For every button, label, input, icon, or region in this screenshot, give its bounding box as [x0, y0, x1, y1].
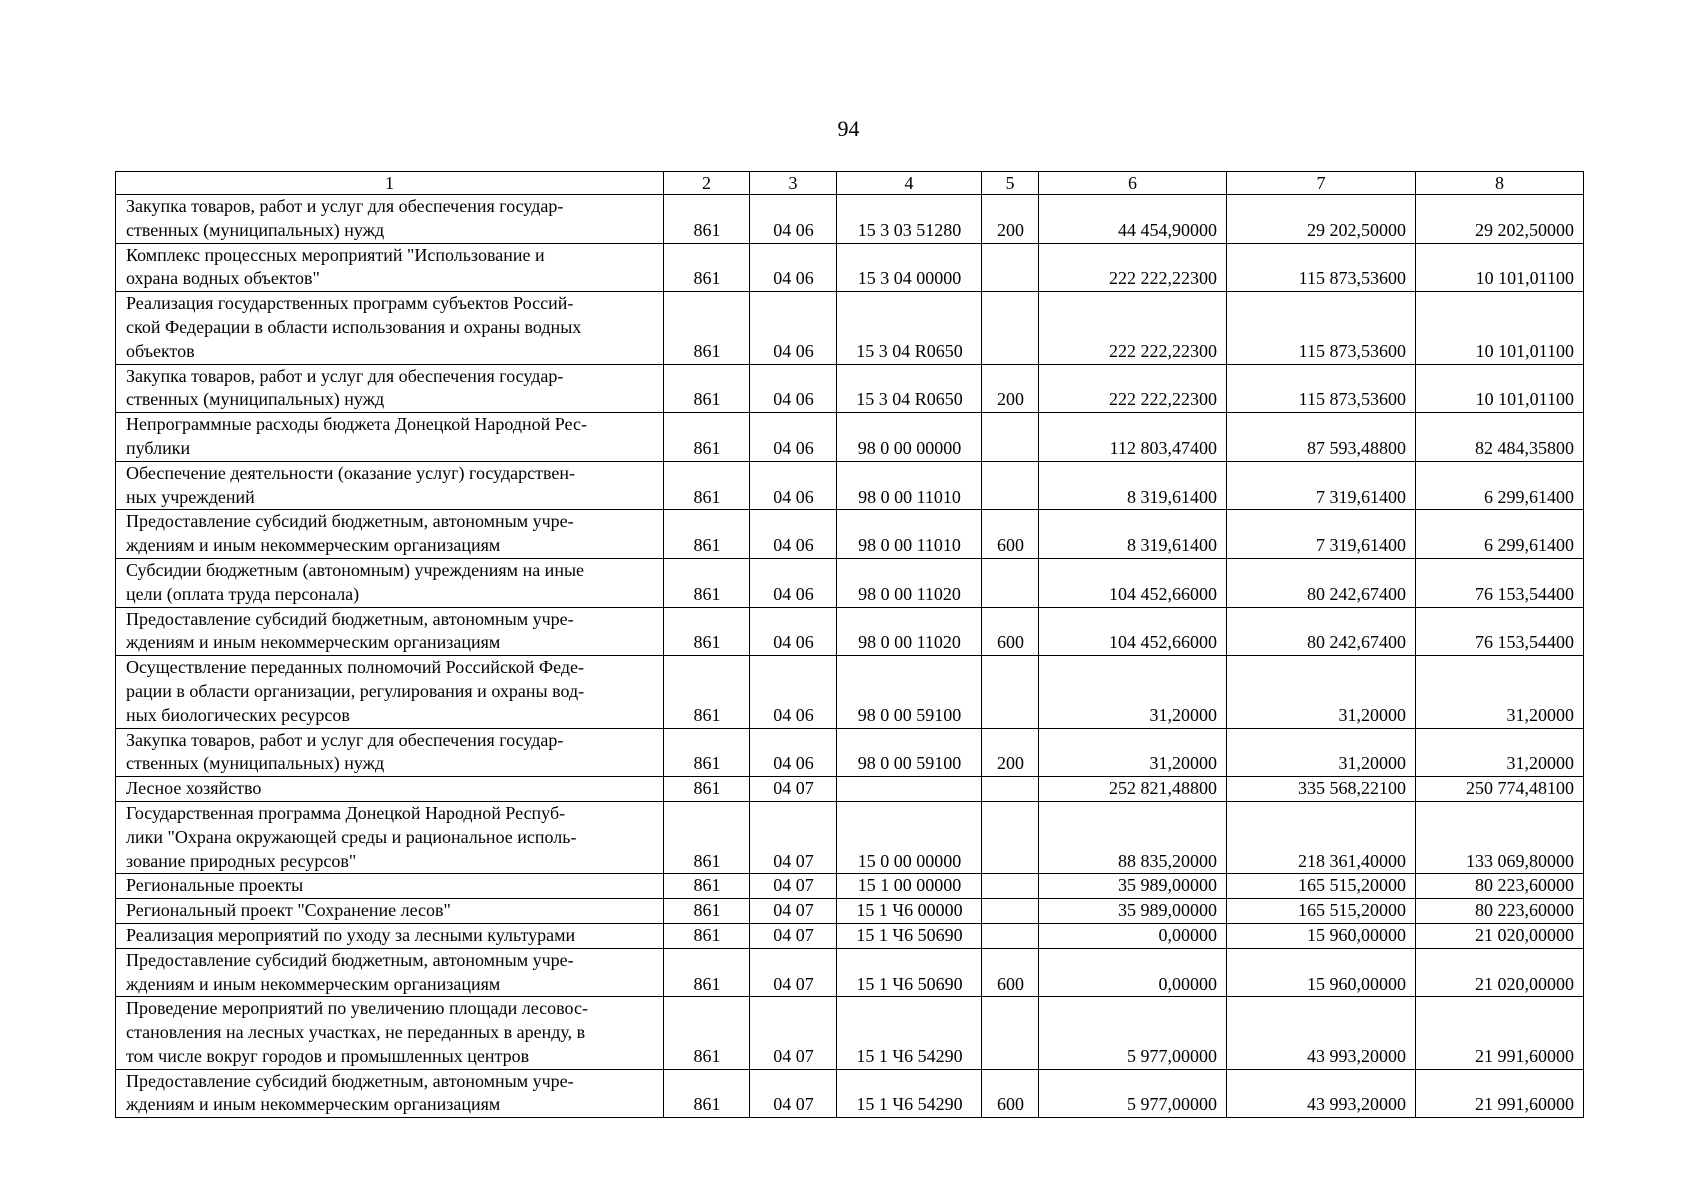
amount-col-7: 43 993,20000: [1227, 997, 1416, 1069]
section-code: 04 06: [750, 728, 837, 777]
column-header: 5: [982, 172, 1039, 195]
table-row: [116, 195, 1584, 244]
section-code: 04 06: [750, 413, 837, 462]
amount-col-8: 21 991,60000: [1416, 1069, 1584, 1118]
row-description: [116, 195, 664, 244]
budget-table: [115, 171, 1584, 1118]
target-article-code: 15 1 Ч6 00000: [837, 899, 982, 924]
amount-col-8: 80 223,60000: [1416, 874, 1584, 899]
section-code: 04 07: [750, 777, 837, 802]
amount-col-8: 21 020,00000: [1416, 948, 1584, 997]
amount-col-7: 80 242,67400: [1227, 607, 1416, 656]
row-description: [116, 923, 664, 948]
chapter-code: 861: [664, 997, 750, 1069]
row-description: [116, 364, 664, 413]
section-code: 04 06: [750, 656, 837, 728]
section-code: 04 06: [750, 243, 837, 292]
expense-type-code: 200: [982, 364, 1039, 413]
amount-col-7: 165 515,20000: [1227, 874, 1416, 899]
amount-col-8: 80 223,60000: [1416, 899, 1584, 924]
amount-col-7: 31,20000: [1227, 656, 1416, 728]
amount-col-6: 104 452,66000: [1039, 607, 1227, 656]
description-line: ных биологических ресурсов: [126, 704, 350, 725]
amount-col-8: 76 153,54400: [1416, 607, 1584, 656]
chapter-code: 861: [664, 1069, 750, 1118]
page-number: 94: [837, 116, 860, 141]
expense-type-code: [982, 997, 1039, 1069]
header-row: [116, 172, 1584, 195]
target-article-code: 15 3 04 00000: [837, 243, 982, 292]
target-article-code: 15 3 03 51280: [837, 195, 982, 244]
description-line: Проведение мероприятий по увеличению площади лесовос-: [126, 998, 588, 1019]
amount-col-7: 7 319,61400: [1227, 461, 1416, 510]
amount-col-6: 35 989,00000: [1039, 899, 1227, 924]
column-header: 7: [1227, 172, 1416, 195]
expense-type-code: 200: [982, 728, 1039, 777]
table-row: [116, 243, 1584, 292]
table-row: [116, 777, 1584, 802]
amount-col-7: 7 319,61400: [1227, 510, 1416, 559]
amount-col-8: 133 069,80000: [1416, 801, 1584, 873]
amount-col-7: 31,20000: [1227, 728, 1416, 777]
amount-col-7: 115 873,53600: [1227, 243, 1416, 292]
description-line: ственных (муниципальных) нужд: [126, 219, 385, 240]
description-line: том числе вокруг городов и промышленных центров: [126, 1045, 530, 1066]
amount-col-7: 15 960,00000: [1227, 948, 1416, 997]
amount-col-6: 8 319,61400: [1039, 510, 1227, 559]
description-line: ждениям и иным некоммерческим организациям: [126, 973, 501, 994]
section-code: 04 07: [750, 997, 837, 1069]
amount-col-7: 115 873,53600: [1227, 364, 1416, 413]
row-description: [116, 292, 664, 364]
chapter-code: 861: [664, 948, 750, 997]
description-line: Предоставление субсидий бюджетным, автономным учре-: [126, 1070, 574, 1091]
expense-type-code: [982, 292, 1039, 364]
amount-col-8: 76 153,54400: [1416, 558, 1584, 607]
amount-col-6: 0,00000: [1039, 948, 1227, 997]
chapter-code: 861: [664, 656, 750, 728]
target-article-code: 15 1 Ч6 50690: [837, 923, 982, 948]
chapter-code: 861: [664, 243, 750, 292]
expense-type-code: [982, 777, 1039, 802]
chapter-code: 861: [664, 923, 750, 948]
description-line: объектов: [126, 340, 195, 361]
table-row: [116, 1069, 1584, 1118]
expense-type-code: [982, 243, 1039, 292]
expense-type-code: 600: [982, 510, 1039, 559]
target-article-code: [837, 777, 982, 802]
amount-col-7: 43 993,20000: [1227, 1069, 1416, 1118]
column-header: 2: [664, 172, 750, 195]
description-line: ждениям и иным некоммерческим организациям: [126, 535, 501, 556]
amount-col-6: 88 835,20000: [1039, 801, 1227, 873]
amount-col-8: 6 299,61400: [1416, 461, 1584, 510]
row-description: [116, 243, 664, 292]
chapter-code: 861: [664, 728, 750, 777]
section-code: 04 06: [750, 558, 837, 607]
amount-col-8: 10 101,01100: [1416, 364, 1584, 413]
column-header: 6: [1039, 172, 1227, 195]
table-row: [116, 923, 1584, 948]
description-line: Региональный проект "Сохранение лесов": [126, 900, 451, 921]
expense-type-code: [982, 874, 1039, 899]
section-code: 04 06: [750, 195, 837, 244]
table-row: [116, 899, 1584, 924]
chapter-code: 861: [664, 899, 750, 924]
description-line: Закупка товаров, работ и услуг для обеспечения государ-: [126, 729, 564, 750]
target-article-code: 15 3 04 R0650: [837, 364, 982, 413]
row-description: [116, 801, 664, 873]
amount-col-7: 335 568,22100: [1227, 777, 1416, 802]
table-row: [116, 728, 1584, 777]
amount-col-8: 29 202,50000: [1416, 195, 1584, 244]
target-article-code: 15 3 04 R0650: [837, 292, 982, 364]
target-article-code: 15 1 Ч6 54290: [837, 1069, 982, 1118]
row-description: [116, 899, 664, 924]
row-description: [116, 656, 664, 728]
expense-type-code: [982, 558, 1039, 607]
amount-col-7: 87 593,48800: [1227, 413, 1416, 462]
amount-col-6: 222 222,22300: [1039, 292, 1227, 364]
amount-col-8: 10 101,01100: [1416, 243, 1584, 292]
description-line: Закупка товаров, работ и услуг для обеспечения государ-: [126, 196, 564, 216]
description-line: Реализация государственных программ субъектов Россий-: [126, 293, 574, 314]
table-row: [116, 413, 1584, 462]
amount-col-8: 31,20000: [1416, 728, 1584, 777]
table-row: [116, 948, 1584, 997]
row-description: [116, 728, 664, 777]
section-code: 04 07: [750, 874, 837, 899]
table-row: [116, 510, 1584, 559]
amount-col-8: 6 299,61400: [1416, 510, 1584, 559]
row-description: [116, 948, 664, 997]
target-article-code: 15 1 00 00000: [837, 874, 982, 899]
expense-type-code: [982, 656, 1039, 728]
chapter-code: 861: [664, 364, 750, 413]
amount-col-6: 35 989,00000: [1039, 874, 1227, 899]
description-line: Непрограммные расходы бюджета Донецкой Народной Рес-: [126, 414, 587, 435]
row-description: [116, 997, 664, 1069]
row-description: [116, 461, 664, 510]
section-code: 04 06: [750, 510, 837, 559]
row-description: [116, 413, 664, 462]
description-line: Обеспечение деятельности (оказание услуг) государствен-: [126, 462, 576, 483]
amount-col-6: 252 821,48800: [1039, 777, 1227, 802]
row-description: [116, 777, 664, 802]
expense-type-code: [982, 923, 1039, 948]
amount-col-8: 250 774,48100: [1416, 777, 1584, 802]
section-code: 04 07: [750, 923, 837, 948]
column-header: 1: [116, 172, 664, 195]
description-line: Реализация мероприятий по уходу за лесными культурами: [126, 924, 576, 945]
amount-col-6: 31,20000: [1039, 656, 1227, 728]
chapter-code: 861: [664, 510, 750, 559]
amount-col-6: 222 222,22300: [1039, 243, 1227, 292]
expense-type-code: [982, 413, 1039, 462]
amount-col-7: 218 361,40000: [1227, 801, 1416, 873]
amount-col-8: 82 484,35800: [1416, 413, 1584, 462]
amount-col-7: 29 202,50000: [1227, 195, 1416, 244]
description-line: лики "Охрана окружающей среды и рациональное исполь-: [126, 826, 577, 847]
chapter-code: 861: [664, 874, 750, 899]
expense-type-code: [982, 899, 1039, 924]
column-header: 8: [1416, 172, 1584, 195]
amount-col-6: 31,20000: [1039, 728, 1227, 777]
description-line: зование природных ресурсов": [126, 850, 357, 871]
section-code: 04 07: [750, 801, 837, 873]
chapter-code: 861: [664, 801, 750, 873]
chapter-code: 861: [664, 461, 750, 510]
table-row: [116, 801, 1584, 873]
description-line: цели (оплата труда персонала): [126, 583, 360, 604]
amount-col-6: 5 977,00000: [1039, 1069, 1227, 1118]
description-line: Предоставление субсидий бюджетным, автономным учре-: [126, 511, 574, 532]
amount-col-6: 0,00000: [1039, 923, 1227, 948]
chapter-code: 861: [664, 607, 750, 656]
target-article-code: 98 0 00 11020: [837, 558, 982, 607]
amount-col-8: 21 991,60000: [1416, 997, 1584, 1069]
amount-col-7: 80 242,67400: [1227, 558, 1416, 607]
row-description: [116, 1069, 664, 1118]
description-line: Субсидии бюджетным (автономным) учреждениям на иные: [126, 559, 585, 580]
description-line: Закупка товаров, работ и услуг для обеспечения государ-: [126, 365, 564, 386]
description-line: ской Федерации в области использования и охраны водных: [126, 316, 582, 337]
amount-col-8: 21 020,00000: [1416, 923, 1584, 948]
target-article-code: 15 0 00 00000: [837, 801, 982, 873]
expense-type-code: [982, 801, 1039, 873]
description-line: Региональные проекты: [126, 875, 304, 896]
chapter-code: 861: [664, 292, 750, 364]
amount-col-7: 115 873,53600: [1227, 292, 1416, 364]
amount-col-6: 104 452,66000: [1039, 558, 1227, 607]
amount-col-6: 222 222,22300: [1039, 364, 1227, 413]
chapter-code: 861: [664, 413, 750, 462]
description-line: охрана водных объектов": [126, 268, 320, 289]
section-code: 04 07: [750, 948, 837, 997]
description-line: Государственная программа Донецкой Народной Респуб-: [126, 802, 566, 823]
amount-col-6: 8 319,61400: [1039, 461, 1227, 510]
target-article-code: 98 0 00 11010: [837, 461, 982, 510]
amount-col-7: 15 960,00000: [1227, 923, 1416, 948]
expense-type-code: 600: [982, 607, 1039, 656]
description-line: ждениям и иным некоммерческим организациям: [126, 1094, 501, 1115]
table-row: [116, 364, 1584, 413]
target-article-code: 98 0 00 59100: [837, 728, 982, 777]
description-line: Осуществление переданных полномочий Российской Феде-: [126, 657, 585, 678]
chapter-code: 861: [664, 777, 750, 802]
row-description: [116, 558, 664, 607]
chapter-code: 861: [664, 195, 750, 244]
description-line: публики: [126, 437, 191, 458]
column-header: 4: [837, 172, 982, 195]
row-description: [116, 874, 664, 899]
table-row: [116, 607, 1584, 656]
amount-col-6: 5 977,00000: [1039, 997, 1227, 1069]
table-body: [116, 195, 1584, 1118]
expense-type-code: 600: [982, 1069, 1039, 1118]
amount-col-6: 112 803,47400: [1039, 413, 1227, 462]
description-line: рации в области организации, регулирования и охраны вод-: [126, 680, 585, 701]
target-article-code: 98 0 00 11020: [837, 607, 982, 656]
row-description: [116, 510, 664, 559]
section-code: 04 06: [750, 292, 837, 364]
amount-col-8: 31,20000: [1416, 656, 1584, 728]
target-article-code: 98 0 00 00000: [837, 413, 982, 462]
section-code: 04 07: [750, 899, 837, 924]
table-row: [116, 292, 1584, 364]
section-code: 04 07: [750, 1069, 837, 1118]
target-article-code: 98 0 00 59100: [837, 656, 982, 728]
description-line: становления на лесных участках, не переданных в аренду, в: [126, 1022, 586, 1043]
section-code: 04 06: [750, 364, 837, 413]
chapter-code: 861: [664, 558, 750, 607]
description-line: ных учреждений: [126, 486, 255, 507]
target-article-code: 15 1 Ч6 50690: [837, 948, 982, 997]
table-row: [116, 558, 1584, 607]
section-code: 04 06: [750, 461, 837, 510]
description-line: Предоставление субсидий бюджетным, автономным учре-: [126, 949, 574, 970]
description-line: ственных (муниципальных) нужд: [126, 389, 385, 410]
target-article-code: 15 1 Ч6 54290: [837, 997, 982, 1069]
column-header: 3: [750, 172, 837, 195]
amount-col-6: 44 454,90000: [1039, 195, 1227, 244]
amount-col-8: 10 101,01100: [1416, 292, 1584, 364]
table-row: [116, 997, 1584, 1069]
table-row: [116, 656, 1584, 728]
description-line: Предоставление субсидий бюджетным, автономным учре-: [126, 608, 574, 629]
amount-col-7: 165 515,20000: [1227, 899, 1416, 924]
row-description: [116, 607, 664, 656]
expense-type-code: [982, 461, 1039, 510]
table-row: [116, 874, 1584, 899]
expense-type-code: 600: [982, 948, 1039, 997]
target-article-code: 98 0 00 11010: [837, 510, 982, 559]
description-line: ждениям и иным некоммерческим организациям: [126, 632, 501, 653]
description-line: Комплекс процессных мероприятий "Использование и: [126, 244, 545, 265]
description-line: Лесное хозяйство: [126, 778, 262, 799]
expense-type-code: 200: [982, 195, 1039, 244]
table-row: [116, 461, 1584, 510]
section-code: 04 06: [750, 607, 837, 656]
description-line: ственных (муниципальных) нужд: [126, 753, 385, 774]
